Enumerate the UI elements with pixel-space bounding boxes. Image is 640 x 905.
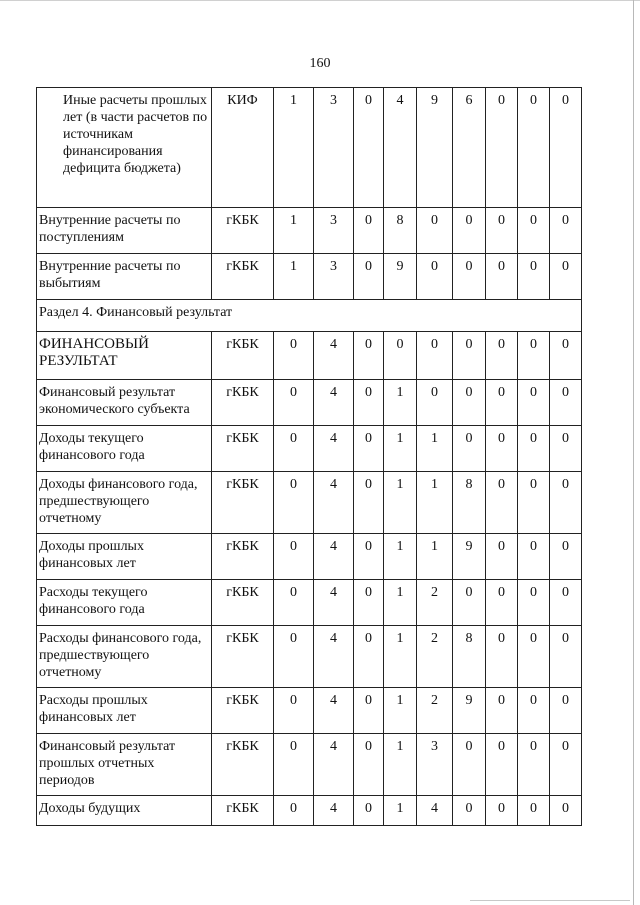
account-digit: 0 — [274, 380, 314, 426]
account-digit: 1 — [417, 534, 453, 580]
account-digit: 0 — [550, 734, 582, 796]
account-digit: 0 — [354, 472, 384, 534]
account-digit: 0 — [486, 796, 518, 826]
account-digit: 0 — [550, 426, 582, 472]
account-digit: 0 — [550, 332, 582, 380]
account-digit: 1 — [417, 472, 453, 534]
account-digit: 0 — [486, 208, 518, 254]
account-digit: 1 — [384, 380, 417, 426]
account-digit: 4 — [314, 380, 354, 426]
account-digit: 0 — [453, 332, 486, 380]
account-digit: 4 — [314, 534, 354, 580]
account-digit: 1 — [417, 426, 453, 472]
account-digit: 1 — [274, 254, 314, 300]
table-row — [37, 688, 582, 734]
account-code-type: гКБК — [212, 734, 274, 796]
account-code-type: гКБК — [212, 472, 274, 534]
account-digit: 0 — [550, 534, 582, 580]
account-digit: 1 — [384, 580, 417, 626]
account-digit: 0 — [486, 534, 518, 580]
account-digit: 0 — [354, 88, 384, 208]
account-digit: 3 — [314, 254, 354, 300]
table-row — [37, 626, 582, 688]
account-digit: 1 — [384, 734, 417, 796]
account-code-type: гКБК — [212, 254, 274, 300]
account-name: Доходы текущего финансового года — [37, 426, 212, 472]
account-code-type: гКБК — [212, 626, 274, 688]
account-digit: 0 — [354, 734, 384, 796]
page-right-edge — [633, 0, 634, 905]
account-digit: 0 — [354, 534, 384, 580]
table-row — [37, 88, 582, 208]
account-digit: 9 — [453, 688, 486, 734]
account-digit: 3 — [314, 88, 354, 208]
account-digit: 0 — [453, 580, 486, 626]
account-digit: 0 — [417, 380, 453, 426]
account-digit: 0 — [518, 380, 550, 426]
scan-artifact-line — [470, 900, 630, 901]
account-digit: 0 — [486, 580, 518, 626]
account-digit: 0 — [417, 208, 453, 254]
account-digit: 3 — [314, 208, 354, 254]
account-name: Финансовый результат прошлых отчетных периодов — [37, 734, 212, 796]
account-digit: 0 — [550, 380, 582, 426]
account-name: Доходы финансового года, предшествующего отчетному — [37, 472, 212, 534]
account-digit: 0 — [550, 254, 582, 300]
account-digit: 2 — [417, 580, 453, 626]
account-digit: 0 — [274, 688, 314, 734]
account-digit: 0 — [518, 426, 550, 472]
account-code-type: гКБК — [212, 208, 274, 254]
account-digit: 0 — [486, 254, 518, 300]
account-digit: 0 — [550, 626, 582, 688]
account-digit: 0 — [417, 332, 453, 380]
account-digit: 0 — [486, 380, 518, 426]
account-digit: 9 — [417, 88, 453, 208]
account-name: Доходы будущих — [37, 796, 212, 826]
account-digit: 4 — [417, 796, 453, 826]
account-digit: 2 — [417, 626, 453, 688]
account-name: Иные расчеты прошлых лет (в части расчетов по источникам финансирования дефицита бюджета) — [37, 88, 212, 208]
account-digit: 0 — [354, 796, 384, 826]
account-digit: 0 — [486, 626, 518, 688]
account-digit: 0 — [486, 88, 518, 208]
account-name: Расходы финансового года, предшествующего отчетному — [37, 626, 212, 688]
account-digit: 9 — [453, 534, 486, 580]
account-name: ФИНАНСОВЫЙ РЕЗУЛЬТАТ — [37, 332, 212, 380]
account-digit: 0 — [274, 534, 314, 580]
account-digit: 0 — [453, 208, 486, 254]
account-digit: 0 — [550, 88, 582, 208]
account-digit: 0 — [453, 380, 486, 426]
account-digit: 4 — [314, 580, 354, 626]
account-digit: 4 — [314, 734, 354, 796]
table-row — [37, 254, 582, 300]
account-digit: 0 — [518, 580, 550, 626]
table-row — [37, 426, 582, 472]
account-digit: 0 — [274, 626, 314, 688]
account-digit: 9 — [384, 254, 417, 300]
table-row — [37, 208, 582, 254]
account-digit: 3 — [417, 734, 453, 796]
account-digit: 0 — [453, 254, 486, 300]
account-name: Доходы прошлых финансовых лет — [37, 534, 212, 580]
table-row — [37, 796, 582, 826]
table-row — [37, 332, 582, 380]
account-digit: 0 — [274, 734, 314, 796]
account-code-type: гКБК — [212, 380, 274, 426]
account-code-type: гКБК — [212, 796, 274, 826]
account-digit: 4 — [314, 796, 354, 826]
account-digit: 0 — [518, 534, 550, 580]
account-digit: 1 — [274, 88, 314, 208]
account-digit: 0 — [486, 332, 518, 380]
account-digit: 1 — [384, 796, 417, 826]
account-digit: 1 — [384, 534, 417, 580]
account-name: Финансовый результат экономического субъекта — [37, 380, 212, 426]
account-code-type: гКБК — [212, 534, 274, 580]
account-digit: 4 — [314, 426, 354, 472]
account-digit: 0 — [486, 688, 518, 734]
account-digit: 0 — [274, 796, 314, 826]
account-name: Расходы прошлых финансовых лет — [37, 688, 212, 734]
account-digit: 0 — [354, 380, 384, 426]
account-digit: 0 — [354, 332, 384, 380]
account-digit: 0 — [274, 332, 314, 380]
account-digit: 0 — [518, 332, 550, 380]
account-digit: 0 — [518, 626, 550, 688]
account-name: Внутренние расчеты по поступлениям — [37, 208, 212, 254]
account-digit: 6 — [453, 88, 486, 208]
account-digit: 1 — [274, 208, 314, 254]
table-row — [37, 734, 582, 796]
account-digit: 1 — [384, 472, 417, 534]
account-digit: 0 — [274, 426, 314, 472]
account-digit: 0 — [354, 254, 384, 300]
account-digit: 0 — [453, 734, 486, 796]
account-digit: 4 — [314, 332, 354, 380]
account-digit: 1 — [384, 626, 417, 688]
account-digit: 0 — [354, 688, 384, 734]
account-digit: 1 — [384, 426, 417, 472]
accounts-table — [36, 87, 582, 826]
account-digit: 0 — [486, 426, 518, 472]
account-code-type: гКБК — [212, 332, 274, 380]
account-digit: 0 — [274, 580, 314, 626]
account-digit: 0 — [550, 688, 582, 734]
account-digit: 0 — [550, 796, 582, 826]
account-digit: 0 — [486, 734, 518, 796]
account-code-type: КИФ — [212, 88, 274, 208]
account-digit: 0 — [518, 796, 550, 826]
account-digit: 0 — [550, 472, 582, 534]
account-name: Расходы текущего финансового года — [37, 580, 212, 626]
account-digit: 0 — [550, 208, 582, 254]
account-digit: 0 — [518, 208, 550, 254]
account-digit: 0 — [518, 734, 550, 796]
account-digit: 2 — [417, 688, 453, 734]
account-digit: 0 — [550, 580, 582, 626]
account-digit: 1 — [384, 688, 417, 734]
table-row — [37, 534, 582, 580]
account-digit: 0 — [518, 472, 550, 534]
account-digit: 0 — [354, 580, 384, 626]
account-digit: 0 — [354, 208, 384, 254]
account-digit: 0 — [518, 254, 550, 300]
account-digit: 0 — [453, 796, 486, 826]
account-code-type: гКБК — [212, 580, 274, 626]
account-digit: 4 — [314, 688, 354, 734]
account-digit: 8 — [453, 472, 486, 534]
section-title: Раздел 4. Финансовый результат — [37, 300, 582, 332]
account-code-type: гКБК — [212, 426, 274, 472]
account-digit: 0 — [354, 626, 384, 688]
account-digit: 8 — [453, 626, 486, 688]
account-digit: 0 — [274, 472, 314, 534]
account-digit: 4 — [314, 626, 354, 688]
account-digit: 0 — [417, 254, 453, 300]
section-row — [37, 300, 582, 332]
account-digit: 4 — [314, 472, 354, 534]
account-digit: 0 — [486, 472, 518, 534]
account-name: Внутренние расчеты по выбытиям — [37, 254, 212, 300]
account-digit: 0 — [354, 426, 384, 472]
page-top-edge — [0, 0, 640, 1]
page-number: 160 — [309, 56, 331, 71]
table-row — [37, 380, 582, 426]
account-digit: 8 — [384, 208, 417, 254]
account-code-type: гКБК — [212, 688, 274, 734]
account-digit: 0 — [518, 88, 550, 208]
table-row — [37, 580, 582, 626]
account-digit: 0 — [518, 688, 550, 734]
account-digit: 4 — [384, 88, 417, 208]
table-row — [37, 472, 582, 534]
account-digit: 0 — [384, 332, 417, 380]
account-digit: 0 — [453, 426, 486, 472]
